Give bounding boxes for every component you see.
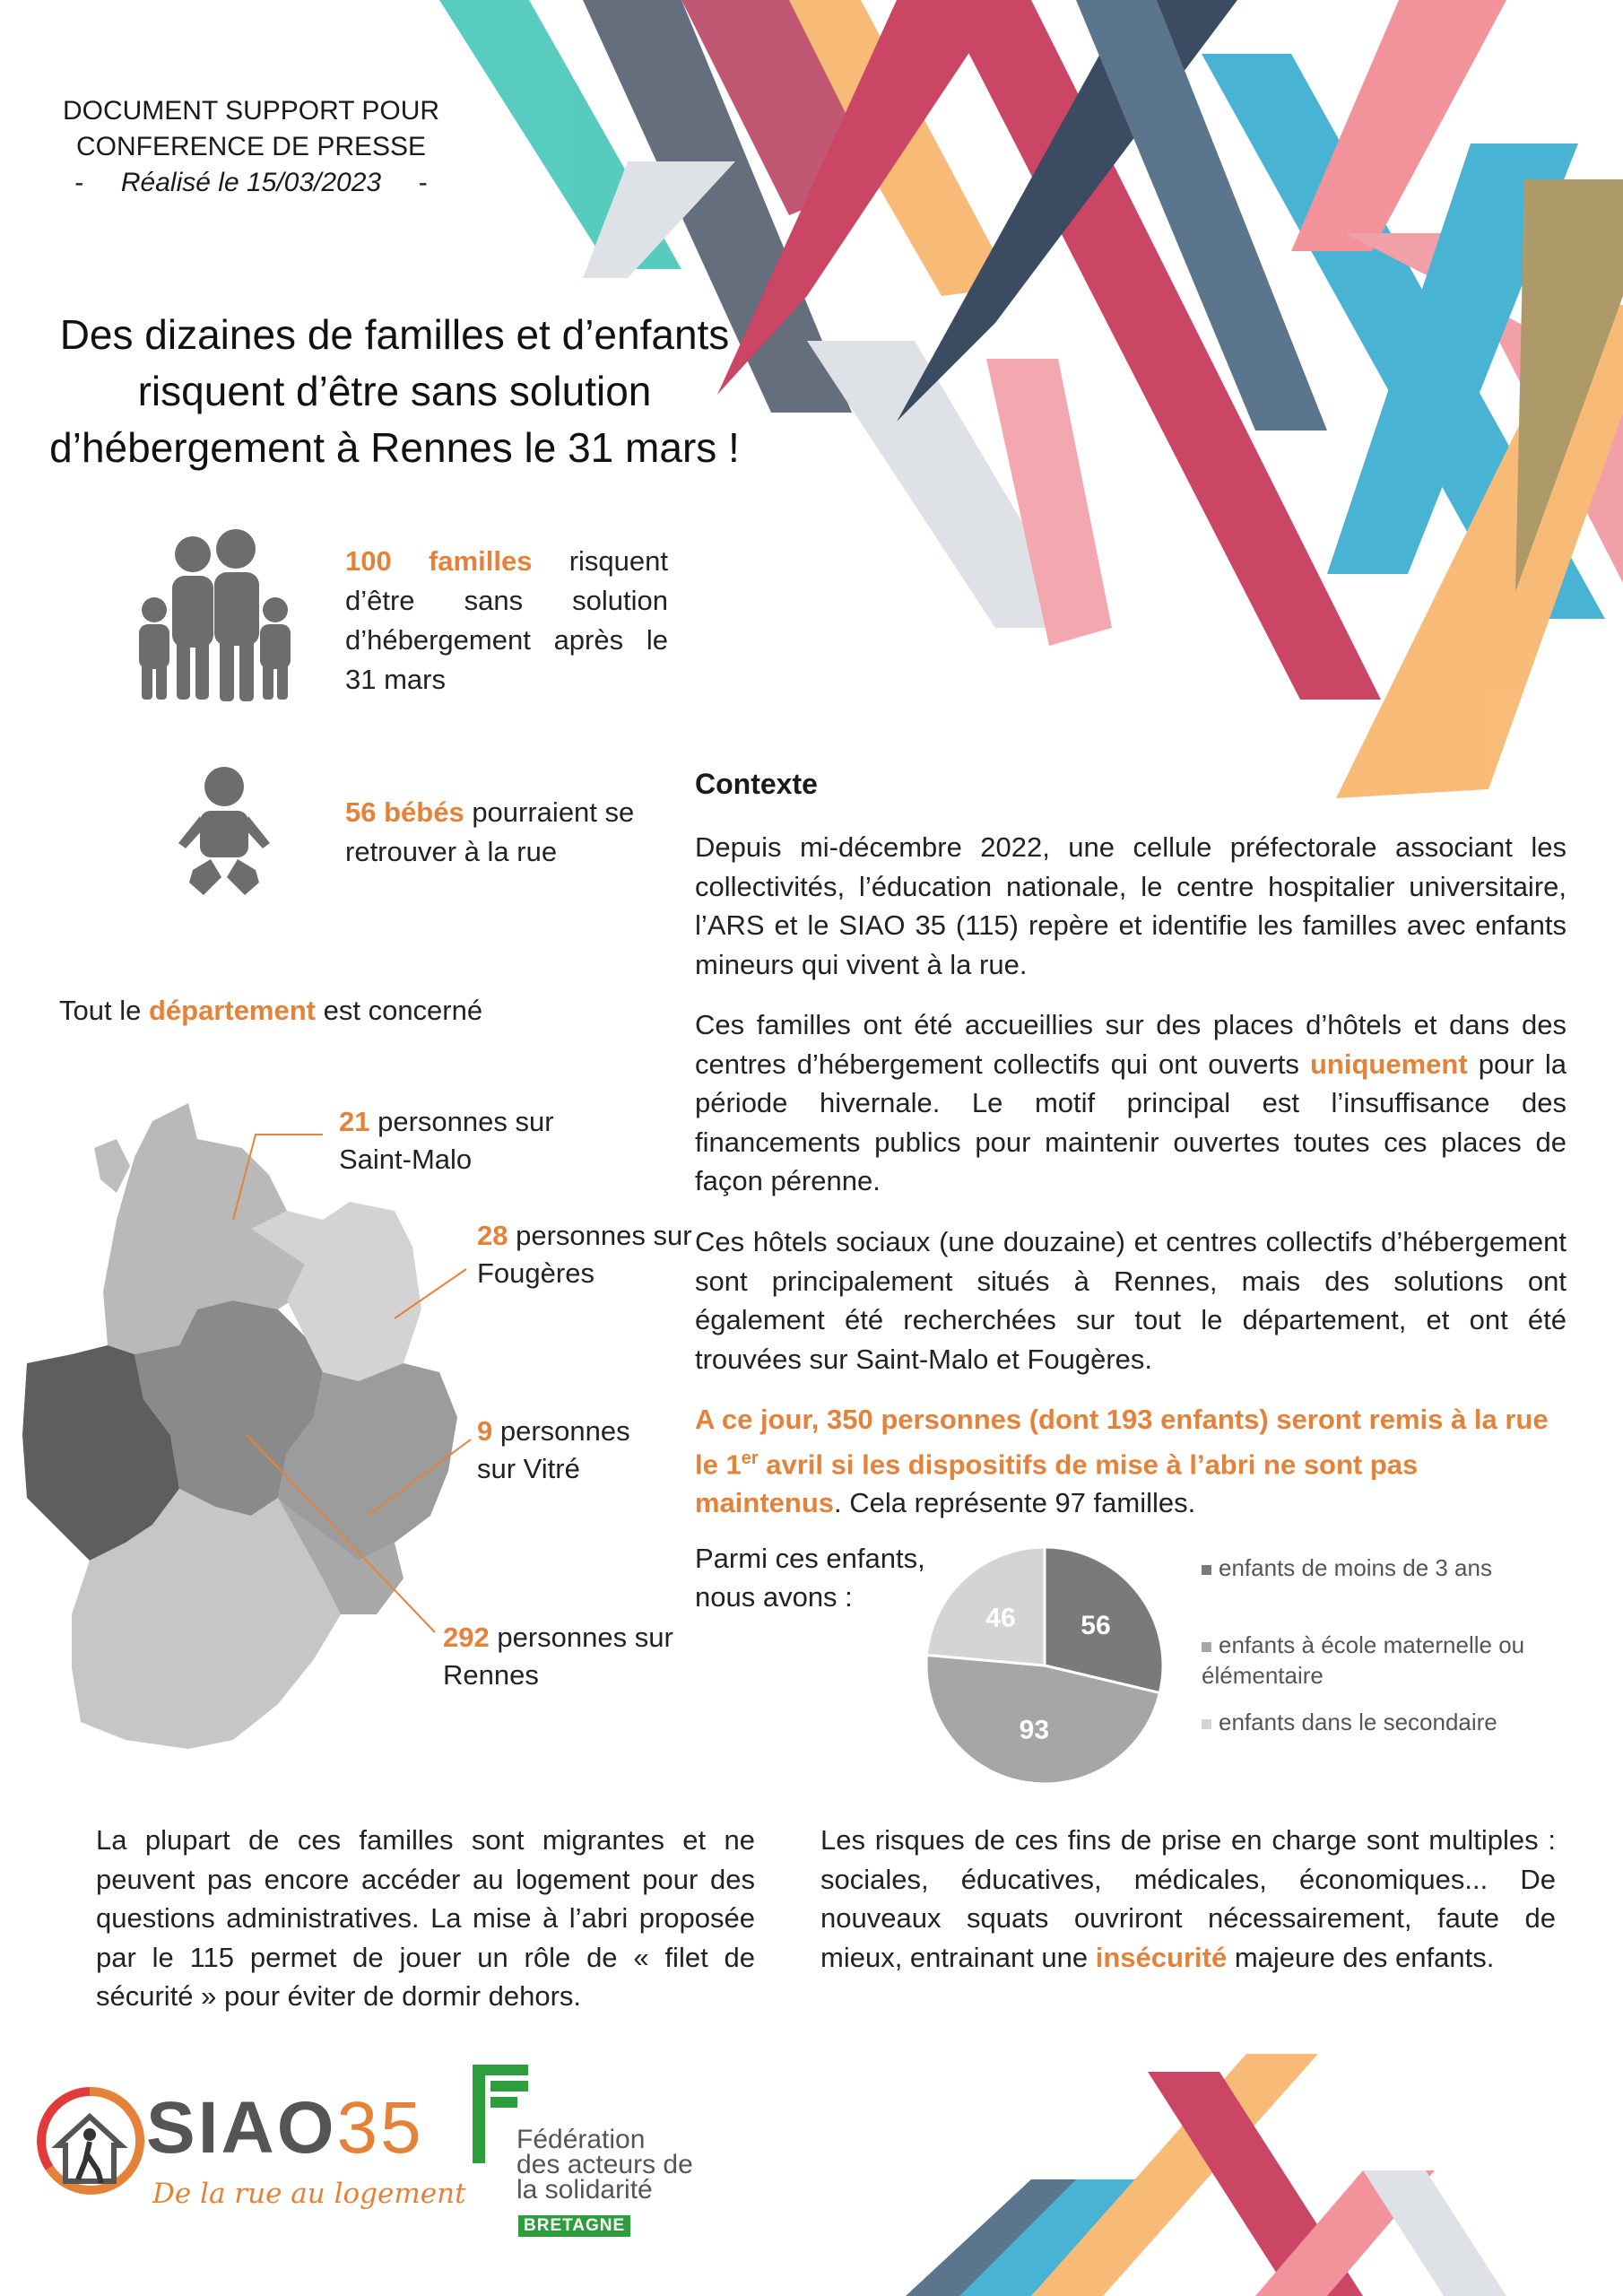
legend-swatch-primary (1202, 1642, 1211, 1652)
dept-prefix: Tout le (59, 995, 149, 1026)
p4-highlight-b: avril si les dispositifs de mise à l’abri ne sont pas maintenus (695, 1448, 1419, 1519)
p2-highlight: uniquement (1309, 1048, 1468, 1080)
legend-label-primary: enfants à école maternelle ou élémentaire (1202, 1631, 1525, 1689)
rennes-count: 292 (443, 1622, 490, 1653)
pie-slice-primary-label: 93 (1019, 1715, 1050, 1745)
context-heading: Contexte (695, 768, 818, 800)
fed-line-3: la solidarité (516, 2175, 653, 2205)
stat-babies-text: pourraient se retrouver à la rue (345, 796, 635, 867)
context-paragraph-3: Ces hôtels sociaux (une douzaine) et centres collectifs d’hébergement sont principalement situés à Rennes, mais des solutions ont également été recherchées sur tout le département, et ont été trouvées sur Saint-Malo et Fougères. (695, 1226, 1567, 1375)
department-heading (59, 995, 482, 1027)
siao-tagline: De la rue au logement (152, 2178, 466, 2210)
family-icon (121, 529, 309, 709)
department-map (18, 1076, 484, 1758)
map-label-vitre (477, 1413, 674, 1488)
fougeres-count: 28 (477, 1220, 508, 1251)
p2-text-b: pour la période hivernale. Le motif principal est l’insuffisance des financements publics pour maintenir ouvertes toutes ces places de façon pérenne. (695, 1048, 1567, 1196)
p4-highlight-a: A ce jour, 350 personnes (dont 193 enfants) seront remis à la rue le 1 (695, 1404, 1549, 1480)
bottom-paragraph-left: La plupart de ces familles sont migrantes et ne peuvent pas encore accéder au logement pour des questions administratives. La mise à l’abri proposée par le 115 permet de jouer un rôle de « filet de sécurité » pour éviter de dormir dehors. (96, 1824, 755, 2012)
header-date: Réalisé le 15/03/2023 (120, 168, 382, 197)
legend-item-primary (1202, 1630, 1578, 1691)
rennes-text: personnes sur Rennes (443, 1622, 673, 1691)
p2-text-a: Ces familles ont été accueillies sur des places d’hôtels et dans des centres d’hébergement collectifs qui ont ouverts (695, 1009, 1567, 1080)
bottom-right-text-b: majeure des enfants. (1227, 1941, 1495, 1973)
dept-suffix: est concerné (316, 995, 483, 1026)
baby-icon (175, 764, 273, 899)
siao-number: 35 (336, 2087, 424, 2169)
legend-label-under3: enfants de moins de 3 ans (1219, 1554, 1492, 1581)
header-line-2: CONFERENCE DE PRESSE (75, 132, 427, 161)
federation-wordmark (516, 2127, 693, 2203)
legend-item-under3 (1202, 1552, 1492, 1583)
vitre-text: personnes sur Vitré (477, 1415, 630, 1484)
federation-region-badge: BRETAGNE (518, 2215, 630, 2237)
title-line-1: Des dizaines de familles et d’enfants (59, 311, 730, 358)
stat-families-count: 100 familles (345, 545, 533, 577)
vitre-count: 9 (477, 1415, 493, 1447)
map-region-coast (94, 1139, 130, 1193)
legend-swatch-under3 (1202, 1565, 1211, 1575)
context-paragraph-4 (695, 1400, 1567, 1523)
legend-item-secondary (1202, 1707, 1497, 1737)
stmalo-count: 21 (339, 1106, 370, 1137)
context-paragraph-1: Depuis mi-décembre 2022, une cellule préfectorale associant les collectivités, l’éducation nationale, le centre hospitalier universitaire, l’ARS et le SIAO 35 (115) repère et identifie les familles avec enfants mineurs qui vivent à la rue. (695, 831, 1567, 980)
page-title (9, 307, 780, 476)
header-line-1: DOCUMENT SUPPORT POUR (62, 96, 440, 126)
fed-line-2: des acteurs de (516, 2150, 693, 2179)
pie-intro: Parmi ces enfants, nous avons : (695, 1543, 925, 1613)
legend-swatch-secondary (1202, 1719, 1211, 1729)
decorative-ribbons-bottom (897, 2054, 1623, 2296)
fougeres-text: personnes sur Fougères (477, 1220, 692, 1289)
pie-slice-secondary-label: 46 (985, 1603, 1016, 1633)
p4-text: . Cela représente 97 familles. (834, 1487, 1196, 1519)
dash-left: - (74, 168, 84, 197)
dept-highlight: département (148, 995, 316, 1026)
siao-wordmark (146, 2088, 424, 2169)
stmalo-text: personnes sur Saint-Malo (339, 1106, 554, 1175)
header-date-line (36, 165, 466, 201)
siao-word: SIAO (146, 2087, 337, 2169)
context-paragraph-2 (695, 1005, 1567, 1201)
title-line-3: d’hébergement à Rennes le 31 mars ! (49, 424, 740, 471)
bottom-right-text-a: Les risques de ces fins de prise en charge sont multiples : sociales, éducatives, médicales, économiques... De nouveaux squats ouvriront nécessairement, faute de mieux, entrainant une (820, 1824, 1556, 1973)
map-label-stmalo (339, 1103, 626, 1178)
stat-babies-count: 56 bébés (345, 796, 464, 828)
dash-right: - (418, 168, 428, 197)
title-line-2: risquent d’être sans solution (137, 368, 652, 414)
stat-families (345, 542, 668, 700)
stat-babies (345, 793, 641, 872)
siao-logo-icon (31, 2083, 148, 2199)
pie-slice-under3-label: 56 (1081, 1610, 1111, 1640)
map-label-fougeres (477, 1217, 692, 1292)
p4-superscript: er (741, 1448, 759, 1468)
map-label-rennes (443, 1619, 676, 1694)
document-header (36, 93, 466, 201)
fed-line-1: Fédération (516, 2125, 646, 2154)
pie-chart (906, 1538, 1175, 1794)
bottom-right-highlight: insécurité (1095, 1941, 1228, 1973)
legend-label-secondary: enfants dans le secondaire (1219, 1709, 1497, 1735)
stat-families-text: risquent d’être sans solution d’hébergement après le 31 mars (345, 545, 668, 695)
bottom-paragraph-right (820, 1821, 1556, 1977)
